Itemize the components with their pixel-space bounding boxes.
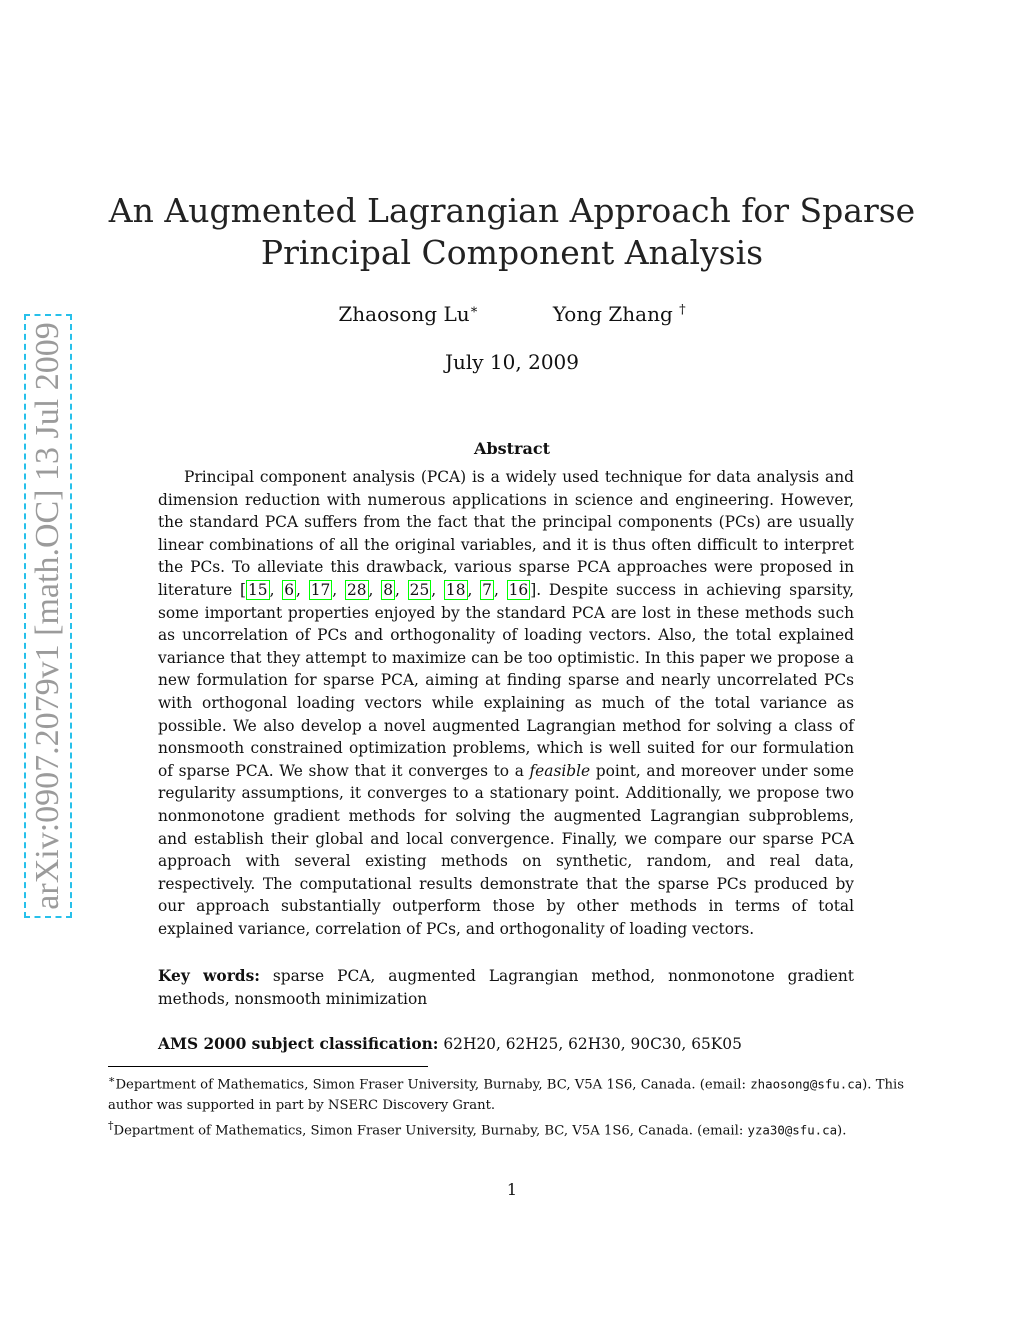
author-name: Yong Zhang — [552, 302, 673, 326]
keywords — [158, 965, 854, 1010]
footnote-text: Department of Mathematics, Simon Fraser University, Burnaby, BC, V5A 1S6, Canada. (email: — [113, 1123, 748, 1139]
footnote-2 — [108, 1116, 904, 1142]
footnote-rule — [108, 1066, 428, 1067]
abstract-text: point, and moreover under some regularity assumptions, it converges to a stationary point. Additionally, we propose two nonmonotone gradient methods for solving the augmented Lagrangian subproblems, and establish their global and local convergence. Finally, we compare our sparse PCA approach with several existing methods on synthetic, random, and real data, respectively. The computational results demonstrate that the sparse PCs produced by our approach substantially outperform those by other methods in terms of total explained variance, correlation of PCs, and orthogonality of loading vectors. — [158, 761, 854, 938]
footnotes — [108, 1070, 904, 1142]
author-footnote-mark: † — [679, 302, 686, 318]
keywords-label: Key words: — [158, 967, 260, 985]
abstract-text: Principal component analysis (PCA) is a widely used technique for data analysis and dimension reduction with numerous applications in science and engineering. However, the standard PCA suffers from the fact that the principal components (PCs) are usually linear combinations of all the original variables, and it is thus often difficult to interpret the PCs. To alleviate this drawback, various sparse PCA approaches were proposed in literature [ — [158, 468, 854, 599]
arxiv-identifier-stamp: arXiv:0907.2079v1 [math.OC] 13 Jul 2009 — [24, 314, 72, 918]
ams-classification — [158, 1035, 854, 1053]
abstract-text: ]. Despite success in achieving sparsity, some important properties enjoyed by the standard PCA are lost in these methods such as uncorrelation of PCs and orthogonality of loading vectors. Also, the total explained variance that they attempt to maximize can be too optimistic. In this paper we propose a new formulation for sparse PCA, aiming at finding sparse and nearly uncorrelated PCs with orthogonal loading vectors while explaining as much of the total variance as possible. We also develop a novel augmented Lagrangian method for solving a class of nonsmooth constrained optimization problems, which is well suited for our formulation of sparse PCA. We show that it converges to a — [158, 580, 855, 780]
citation-link[interactable]: 7 — [482, 580, 492, 599]
paper-title — [0, 190, 1024, 274]
ams-label: AMS 2000 subject classification: — [158, 1035, 439, 1053]
footnote-text: ). This author was supported in part by NSERC Discovery Grant. — [108, 1077, 904, 1113]
abstract-heading: Abstract — [474, 439, 550, 458]
citation-link[interactable]: 15 — [248, 580, 268, 599]
footnote-text: Department of Mathematics, Simon Fraser University, Burnaby, BC, V5A 1S6, Canada. (email: — [115, 1077, 751, 1093]
citation-link[interactable]: 25 — [409, 580, 430, 599]
citation-link[interactable]: 18 — [445, 580, 466, 599]
author-1 — [338, 302, 478, 326]
author-footnote-mark: ∗ — [469, 302, 479, 318]
email-link[interactable]: yza30@sfu.ca — [747, 1122, 838, 1138]
email-link[interactable]: zhaosong@sfu.ca — [750, 1076, 863, 1092]
publication-date: July 10, 2009 — [444, 350, 579, 374]
title-line-1: An Augmented Lagrangian Approach for Sparse — [108, 191, 916, 230]
abstract-body: Principal component analysis (PCA) is a widely used technique for data analysis and dimension reduction with numerous applications in science and engineering. However, the standard PCA suffers from the fact that the principal components (PCs) are usually linear combinations of all the original variables, and it is thus often difficult to interpret the PCs. To alleviate this drawback, various sparse PCA approaches were proposed in literature [ 15 , 6 , 17 , 28 , 8 , 25 , 18 , 7 , 16 ]. Despite success in achieving sparsity, some important properties enjoyed by the standard PCA are lost in these methods such as uncorrelation of PCs and orthogonality of loading vectors. Also, the total explained variance that they attempt to maximize can be too optimistic. In this paper we propose a new formulation for sparse PCA, aiming at finding sparse and nearly uncorrelated PCs with orthogonal loading vectors while explaining as much of the total variance as possible. We also develop a novel augmented Lagrangian method for solving a class of nonsmooth constrained optimization problems, which is well suited for our formulation of sparse PCA. We show that it converges to a feasible point, and moreover under some regularity assumptions, it converges to a stationary point. Additionally, we propose two nonmonotone gradient methods for solving the augmented Lagrangian subproblems, and establish their global and local convergence. Finally, we compare our sparse PCA approach with several existing methods on synthetic, random, and real data, respectively. The computational results demonstrate that the sparse PCs produced by our approach substantially outperform those by other methods in terms of total explained variance, correlation of PCs, and orthogonality of loading vectors. — [158, 468, 855, 938]
keywords-text: sparse PCA, augmented Lagrangian method, nonmonotone gradient methods, nonsmooth minimization — [158, 967, 854, 1008]
author-2 — [553, 302, 686, 326]
citation-link[interactable]: 17 — [310, 580, 331, 599]
ams-codes: 62H20, 62H25, 62H30, 90C30, 65K05 — [443, 1035, 742, 1053]
footnote-text: ). — [837, 1123, 847, 1139]
footnote-1 — [108, 1070, 904, 1116]
citation-link[interactable]: 16 — [508, 580, 529, 599]
author-list — [0, 302, 1024, 326]
abstract-emphasis: feasible — [529, 761, 591, 780]
page-number: 1 — [506, 1180, 518, 1199]
citation-link[interactable]: 8 — [383, 580, 393, 599]
footnote-mark: † — [108, 1118, 114, 1132]
title-line-2: Principal Component Analysis — [260, 233, 764, 272]
author-name: Zhaosong Lu — [338, 302, 470, 326]
citation-link[interactable]: 6 — [284, 580, 295, 599]
footnote-mark: ∗ — [108, 1073, 116, 1086]
citation-link[interactable]: 28 — [346, 580, 367, 599]
